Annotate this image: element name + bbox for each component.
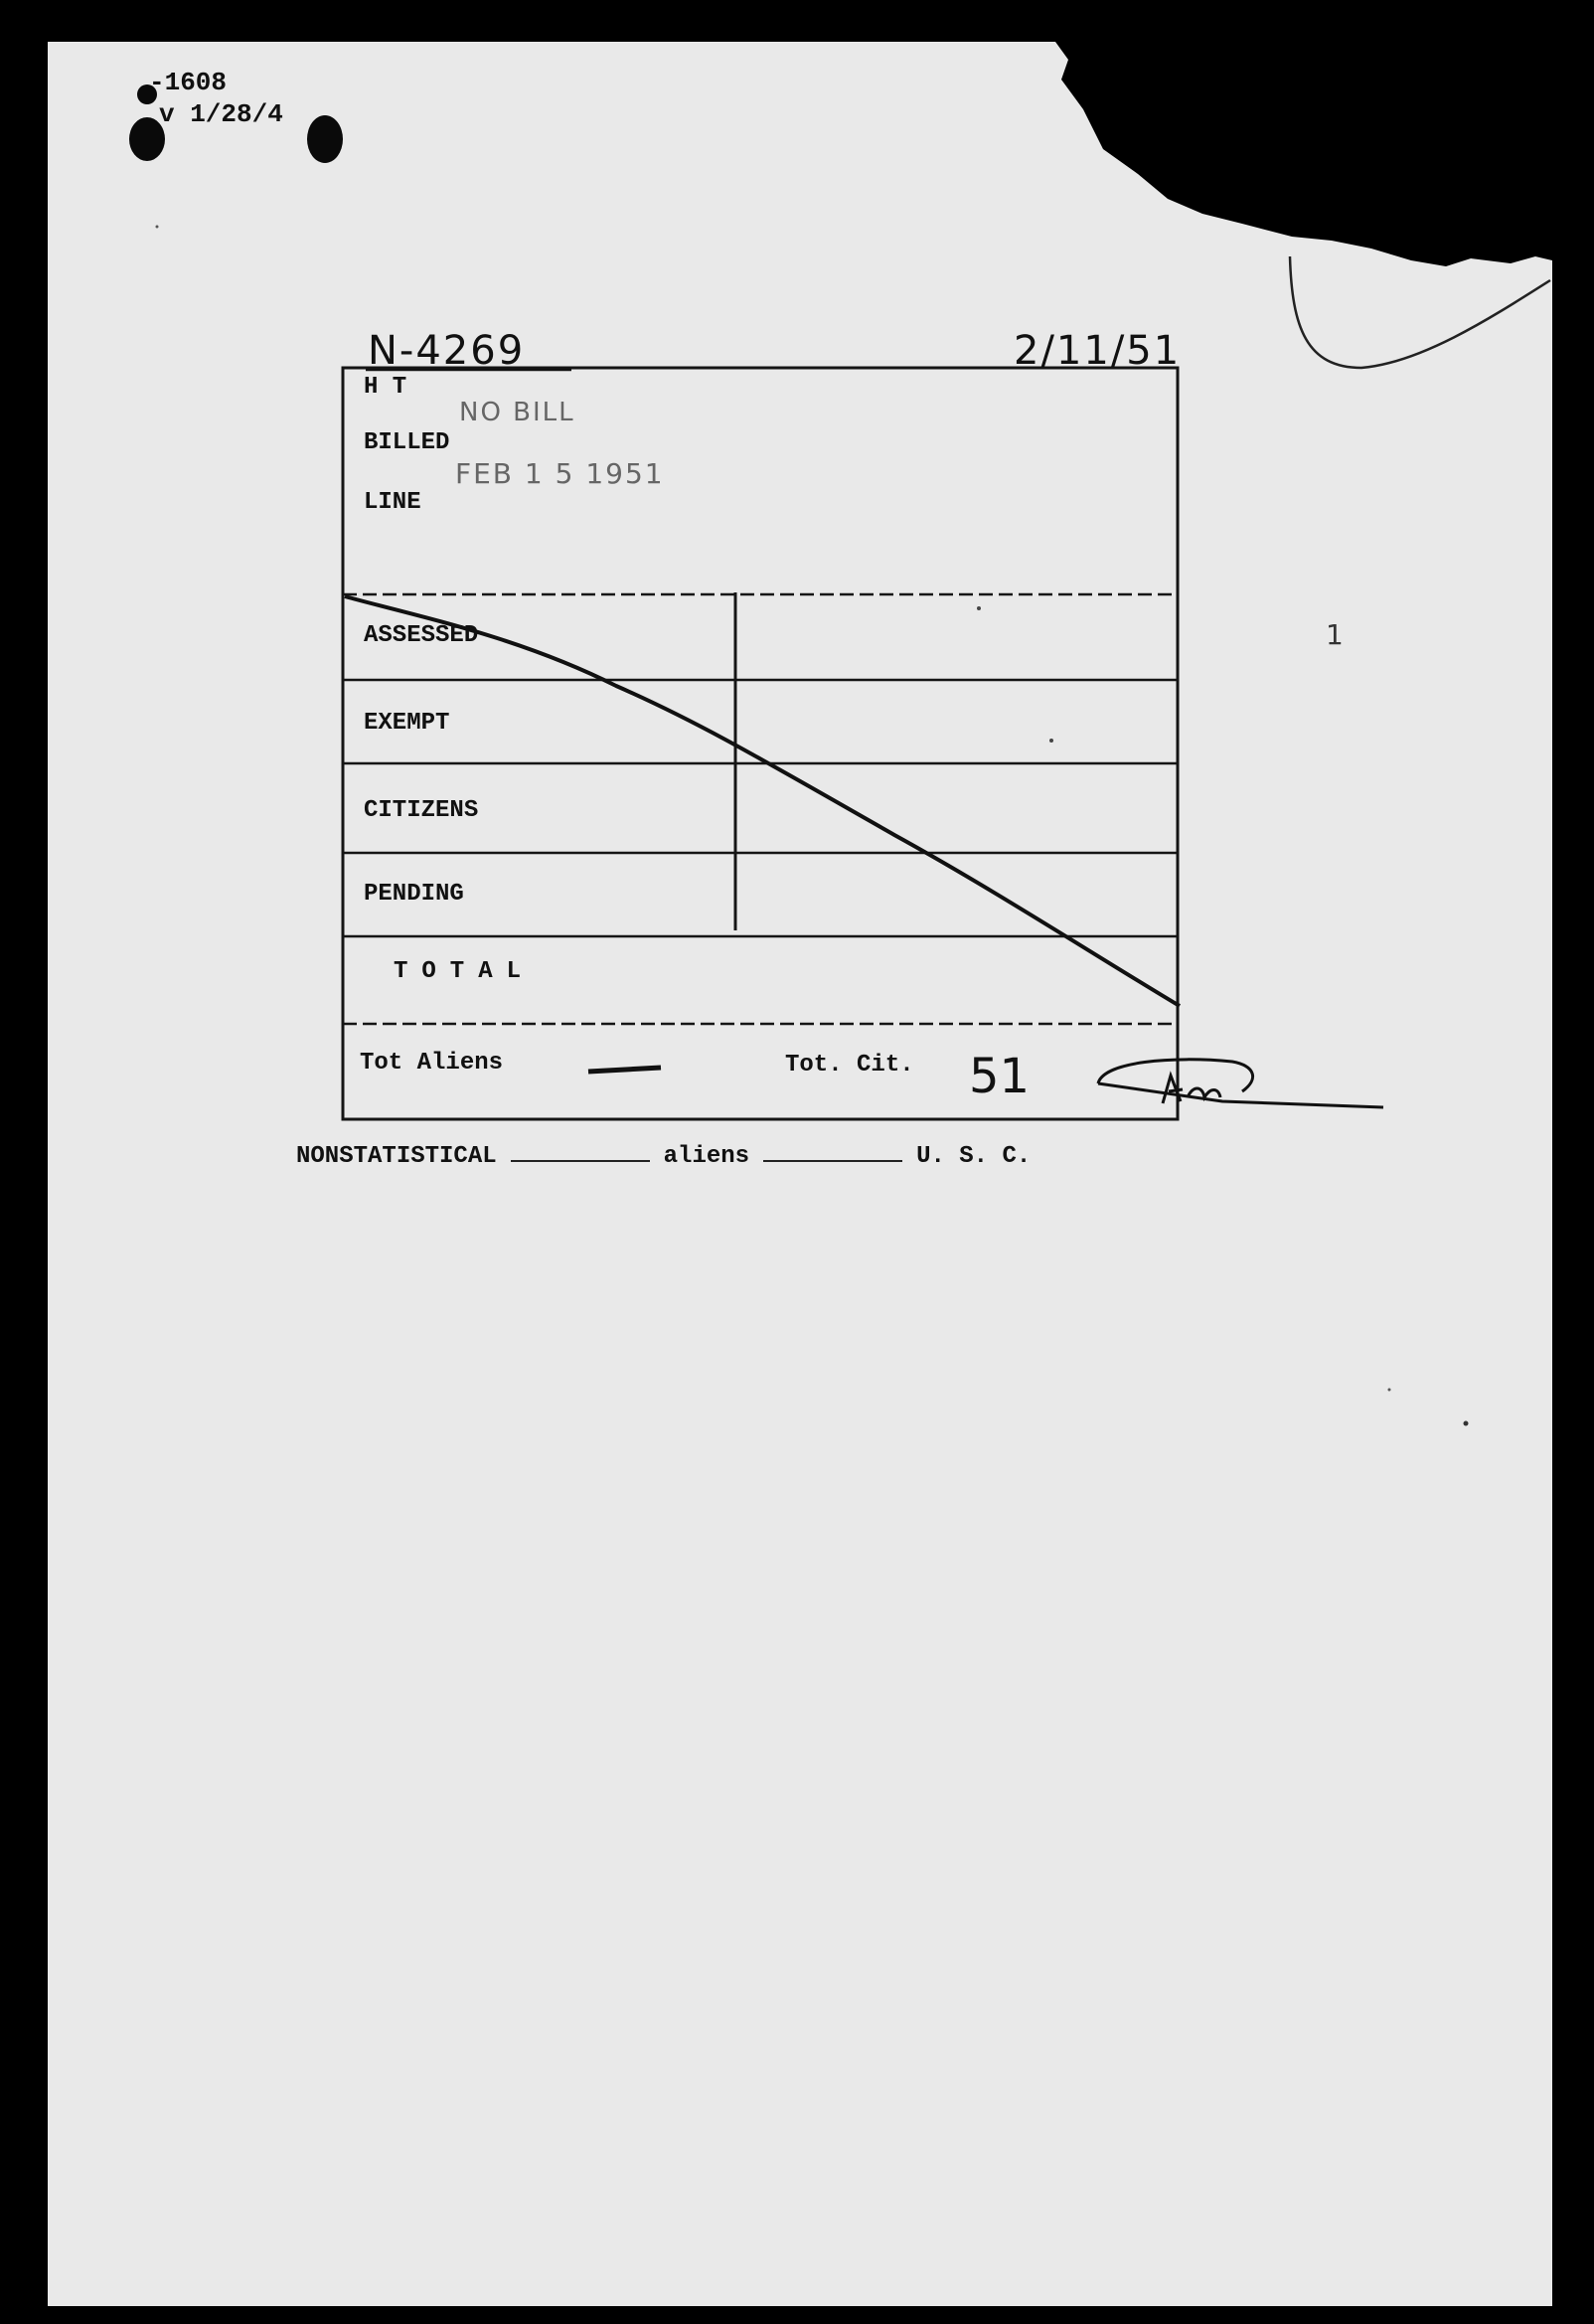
row-label-exempt: EXEMPT <box>364 710 450 737</box>
tot-cit-value: 51 <box>969 1049 1031 1104</box>
nonstatistical-line <box>296 1143 1031 1170</box>
paper-surface <box>48 42 1552 2306</box>
page-number: 1 <box>1326 618 1344 651</box>
nonstatistical-blank <box>511 1160 650 1162</box>
row-label-citizens: CITIZENS <box>364 797 479 824</box>
aliens-blank <box>763 1160 902 1162</box>
ht-label: H T <box>364 374 407 401</box>
no-bill-stamp: NO BILL <box>459 398 575 427</box>
case-date: 2/11/51 <box>1014 328 1182 374</box>
form-revision: v 1/28/4 <box>159 99 283 129</box>
tot-aliens-label: Tot Aliens <box>360 1050 504 1077</box>
billed-label: BILLED <box>364 429 450 456</box>
row-label-assessed: ASSESSED <box>364 622 479 649</box>
row-label-pending: PENDING <box>364 881 464 908</box>
total-label: TOTAL <box>394 958 536 985</box>
aliens-label: aliens <box>663 1143 750 1170</box>
usc-label: U. S. C. <box>916 1143 1032 1170</box>
case-number: N-4269 <box>368 328 526 374</box>
punch-hole-right <box>307 115 343 163</box>
form-code: -1608 <box>149 68 228 97</box>
nonstatistical-label: NONSTATISTICAL <box>296 1143 497 1170</box>
date-stamp: FEB 1 5 1951 <box>455 457 665 490</box>
tot-cit-label: Tot. Cit. <box>785 1052 914 1079</box>
line-label: LINE <box>364 489 421 516</box>
